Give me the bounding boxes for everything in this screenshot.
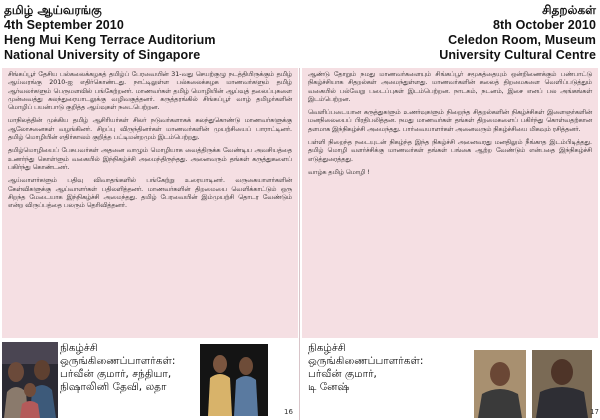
- left-header: [4, 3, 216, 63]
- left-paragraph-4: ஆய்வாளர்களும் பதிவு விவாதங்களில் பங்கேற்று உரையாடினர். வருகையாளர்களின் கேள்விகளுக்கு ஆய்வாளர்கள் பதிலளித்தனர். மாணவர்களின் திறமையை வெளிக்காட்டும் ஒரு சிறந்த மேடையாக இந்நிகழ்ச்சி அமைந்தது. தமிழ் பேரவையின் இம்முயற்சி தொடர வேண்டும் என்ற விருப்பத்தை பலரும் தெரிவித்தனர்.: [8, 177, 292, 210]
- left-footer: [0, 340, 300, 420]
- right-organisers: [308, 342, 423, 394]
- left-article-body: [2, 68, 298, 338]
- left-performers-photo: [200, 344, 268, 416]
- group-photo-image: [2, 342, 58, 418]
- left-event-university: National University of Singapore: [4, 48, 201, 62]
- right-article-body: [302, 68, 598, 338]
- left-event-venue: Heng Mui Keng Terrace Auditorium: [4, 33, 216, 47]
- page-number-right: 17: [590, 408, 599, 416]
- left-paragraph-3: தமிழ்மொழியைப் பேசுபவர்கள் அதனை வாழும் மொழியாக வைத்திருக்க வேண்டிய அவசியத்தை உணர்ந்து கொள்ளும் வகையில் இந்நிகழ்ச்சி அமைந்திருந்தது. அனைவரும் தங்கள் கருத்துகளைப் பகிர்ந்து கொண்டனர்.: [8, 147, 292, 171]
- right-photo-right: [532, 350, 592, 418]
- right-event-university: University Cultural Centre: [439, 48, 596, 62]
- right-event-date: 8th October 2010: [492, 18, 596, 32]
- left-organisers-label-1: நிகழ்ச்சி: [60, 342, 98, 354]
- right-organisers-names-1: பர்வீன் குமார்,: [308, 368, 377, 380]
- organiser-photo-2: [532, 350, 592, 418]
- right-organisers-names-2: டி னேஷ்: [308, 381, 350, 393]
- organiser-photo-1: [474, 350, 526, 418]
- left-event-date: 4th September 2010: [4, 18, 124, 32]
- left-group-photo: [2, 342, 58, 418]
- right-photo-left: [474, 350, 526, 418]
- right-organisers-label-2: ஒருங்கிணைப்பாளர்கள்:: [308, 355, 424, 367]
- left-organisers-label-2: ஒருங்கிணைப்பாளர்கள்:: [60, 355, 176, 367]
- right-paragraph-3: பள்ளி நிறைந்த நடையுடன் நிகழ்ந்த இந்த நிகழ்ச்சி அனைவரது மனதிலும் நீங்காத இடம்பிடித்தது. தமிழ் மொழி வளர்ச்சிக்கு மாணவர்கள் தங்கள் பங்கை ஆற்ற வேண்டும் என்பதை இந்நிகழ்ச்சி எடுத்துரைத்தது.: [308, 139, 592, 163]
- right-event-tamil: சிதறல்கள்: [542, 3, 596, 17]
- left-organisers-names-1: பர்வீன் குமார், சந்தியா,: [60, 368, 172, 380]
- right-header: [439, 3, 596, 63]
- page-number-left: 16: [284, 408, 293, 416]
- right-event-venue: Celedon Room, Museum: [448, 33, 596, 47]
- left-event-tamil: தமிழ் ஆய்வரங்கு: [4, 3, 102, 17]
- right-organisers-label-1: நிகழ்ச்சி: [308, 342, 346, 354]
- left-paragraph-1: சிங்கப்பூர் தேசிய பல்கலைக்கழகத் தமிழ்ப் பேரவையின் 31-வது செயற்குழு நடத்தியிருக்கும் தமிழ் ஆய்வரங்கு 2010-ஐ எதிர்கொண்டது. நாட்டிலுள்ள பல்கலைக்கழக மாணவர்களும் தமிழ் ஆர்வலர்களும் பெருமளவில் பங்கேற்றனர். மாணவர்கள் தமிழ் மொழியின் ஆய்வுத் தலைப்புகளை முன்வைத்து கலந்துரையாடலுக்கு வழிவகுத்தனர். கருத்தரங்கில் சிங்கப்பூர் வாழ் தமிழர்களின் மொழிப் பயன்பாடு குறித்த ஆய்வுகள் நடைபெற்றன.: [8, 71, 292, 112]
- left-paragraph-2: மாநிலத்தின் முக்கிய தமிழ் ஆசிரியர்கள் சிலர் நடுவர்களாகக் கலந்துகொண்டு மாணவர்களுக்கு ஆலோசனைகள் வழங்கினர். சிறப்பு விருந்தினர்கள் மாணவர்களின் முயற்சியைப் பாராட்டினர். தமிழ் மொழியின் எதிர்காலம் குறித்த பட்டிமன்றமும் இடம்பெற்றது.: [8, 117, 292, 142]
- left-organisers-names-2: நிஷாலினி தேவி, லதா: [60, 381, 167, 393]
- right-paragraph-2: வெளிப்படையான கருத்துகளும் உணர்வுகளும் நிறைந்த சிதறல்களின் நிகழ்ச்சிகள் இளைஞர்களின் மனநிலையைப் பிரதிபலித்தன. நமது மாணவர்கள் தங்கள் திறமைகளைப் பகிர்ந்து கொள்வதற்கான தளமாக இந்நிகழ்ச்சி அமைந்தது. பார்வையாளர்கள் அனைவரும் நிகழ்ச்சியை மிகவும் ரசித்தனர்.: [308, 109, 592, 133]
- spread-header: [0, 0, 600, 68]
- left-organisers: [60, 342, 175, 394]
- performers-photo-image: [200, 344, 268, 416]
- right-paragraph-1: ஆண்டு தோறும் நமது மாணவர்களையும் சிங்கப்பூர் சமூகத்தையும் ஒன்றிணைக்கும் பண்பாட்டு நிகழ்ச்சியாக சிதறல்கள் அமைந்துள்ளது. மாணவர்களின் கலைத் திறமைகளை வெளிப்படுத்தும் வகையில் பல்வேறு படைப்புகள் இடம்பெற்றன. நாடகம், நடனம், இசை எனப் பல அங்கங்கள் இடம்பெற்றன.: [308, 71, 592, 103]
- right-footer: [300, 340, 600, 420]
- right-paragraph-4: வாழ்க தமிழ் மொழி !: [308, 168, 370, 176]
